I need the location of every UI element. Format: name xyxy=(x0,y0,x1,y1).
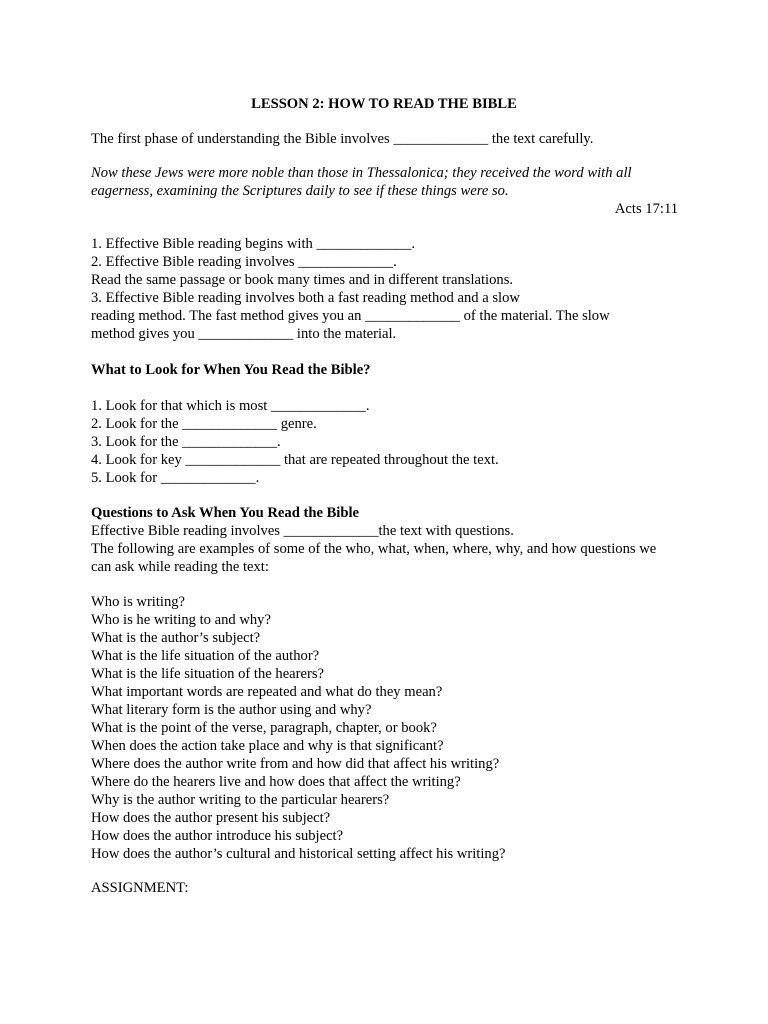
question-item: Where does the author write from and how did that affect his writing? xyxy=(91,756,500,772)
verse-line-1: Now these Jews were more noble than those in Thessalonica; they received the word with all xyxy=(91,165,632,181)
question-item: Where do the hearers live and how does that affect the writing? xyxy=(91,774,461,790)
questions-list xyxy=(91,593,691,863)
look-for-item: 4. Look for key _____________ that are repeated throughout the text. xyxy=(91,452,499,468)
look-for-section xyxy=(91,361,691,379)
question-item: Why is the author writing to the particular hearers? xyxy=(91,792,390,808)
intro-paragraph xyxy=(91,130,691,148)
look-for-item: 3. Look for the _____________. xyxy=(91,434,281,450)
assignment-section xyxy=(91,879,691,897)
question-item: How does the author introduce his subject? xyxy=(91,828,344,844)
question-item: When does the action take place and why is that significant? xyxy=(91,738,444,754)
point-line: reading method. The fast method gives you an _____________ of the material. The slow xyxy=(91,308,610,324)
question-item: What is the point of the verse, paragraph, chapter, or book? xyxy=(91,720,437,736)
question-item: Who is writing? xyxy=(91,594,186,610)
verse-reference: Acts 17:11 xyxy=(614,201,678,217)
assignment-label: ASSIGNMENT: xyxy=(91,880,189,896)
questions-intro-line: The following are examples of some of the who, what, when, where, why, and how questions we xyxy=(91,541,657,557)
questions-heading: Questions to Ask When You Read the Bible xyxy=(91,505,360,521)
point-line: method gives you _____________ into the material. xyxy=(91,326,397,342)
question-item: What important words are repeated and what do they mean? xyxy=(91,684,443,700)
point-line: 2. Effective Bible reading involves _____________. xyxy=(91,254,397,270)
question-item: What is the author’s subject? xyxy=(91,630,261,646)
look-for-list xyxy=(91,397,691,487)
questions-intro-line: can ask while reading the text: xyxy=(91,559,269,575)
question-item: Who is he writing to and why? xyxy=(91,612,271,628)
look-for-item: 2. Look for the _____________ genre. xyxy=(91,416,317,432)
point-line: 3. Effective Bible reading involves both a fast reading method and a slow xyxy=(91,290,520,306)
question-item: What is the life situation of the hearers? xyxy=(91,666,325,682)
lesson-title: LESSON 2: HOW TO READ THE BIBLE xyxy=(251,96,517,112)
look-for-item: 5. Look for _____________. xyxy=(91,470,260,486)
reading-points xyxy=(91,235,691,343)
scripture-quote xyxy=(91,164,691,218)
question-item: How does the author present his subject? xyxy=(91,810,331,826)
look-for-item: 1. Look for that which is most _____________. xyxy=(91,398,370,414)
questions-section xyxy=(91,504,691,576)
point-line: Read the same passage or book many times and in different translations. xyxy=(91,272,514,288)
question-item: What is the life situation of the author? xyxy=(91,648,320,664)
question-item: What literary form is the author using and why? xyxy=(91,702,372,718)
verse-line-2: eagerness, examining the Scriptures daily to see if these things were so. xyxy=(91,183,509,199)
questions-intro-line: Effective Bible reading involves _____________the text with questions. xyxy=(91,523,514,539)
question-item: How does the author’s cultural and historical setting affect his writing? xyxy=(91,846,506,862)
look-for-heading: What to Look for When You Read the Bible? xyxy=(91,362,371,378)
point-line: 1. Effective Bible reading begins with _____________. xyxy=(91,236,415,252)
intro-text: The first phase of understanding the Bible involves _____________ the text carefully. xyxy=(91,131,594,147)
